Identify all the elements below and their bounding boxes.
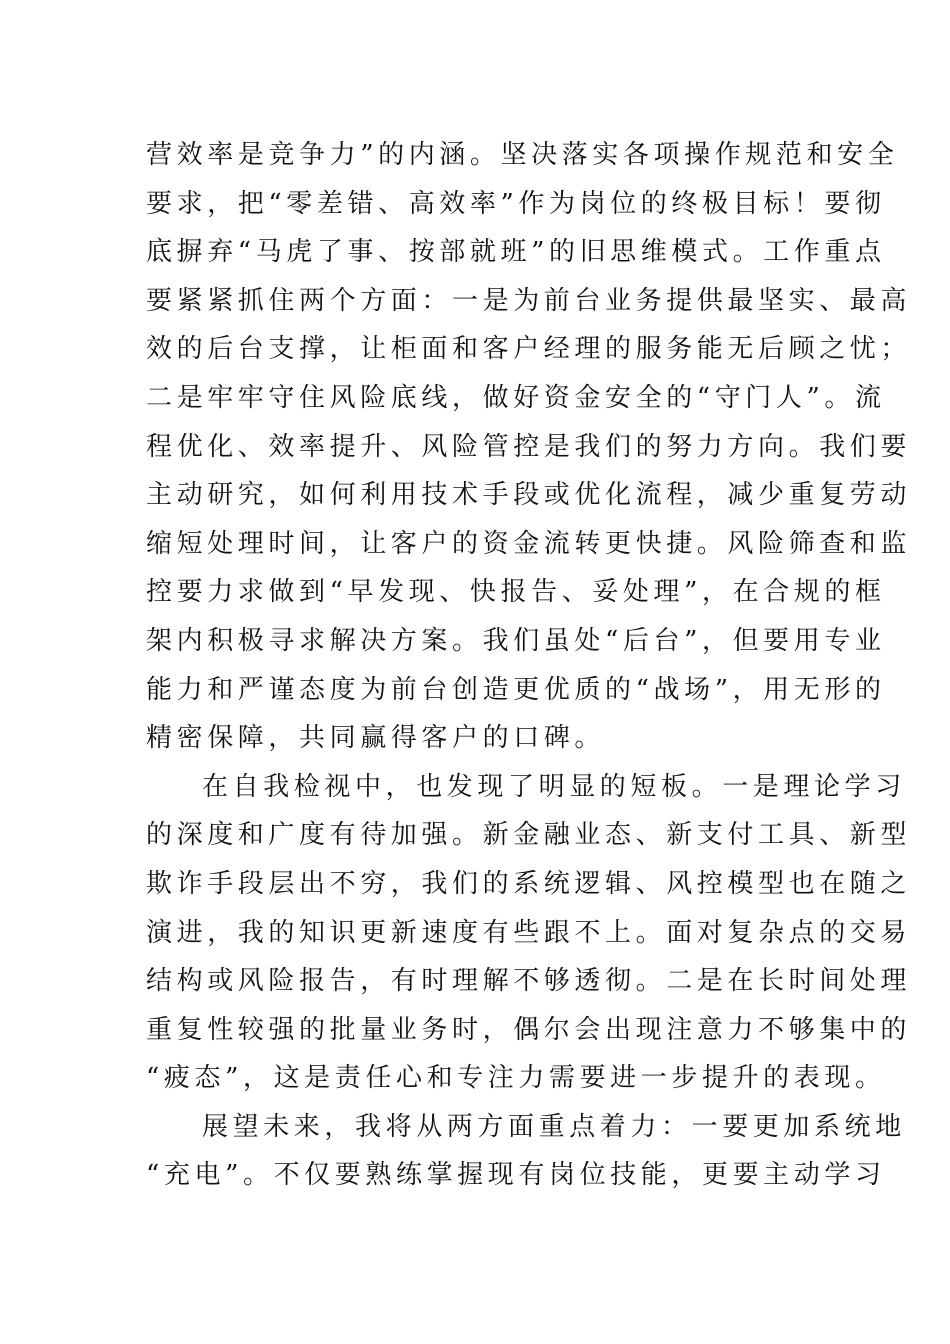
text-line: 控要力求做到“早发现、快报告、妥处理”，在合规的框 (146, 577, 886, 608)
text-line: 能力和严谨态度为前台创造更优质的“战场”，用无形的 (146, 674, 886, 705)
text-line: 程优化、效率提升、风险管控是我们的努力方向。我们要 (146, 431, 912, 462)
text-line: “疲态”，这是责任心和专注力需要进一步提升的表现。 (146, 1063, 886, 1094)
paragraph-2 (146, 763, 912, 1103)
text-line: 演进，我的知识更新速度有些跟不上。面对复杂点的交易 (146, 917, 912, 948)
text-line: 要紧紧抓住两个方面：一是为前台业务提供最坚实、最高 (146, 285, 912, 316)
paragraph-1 (146, 131, 912, 763)
text-line: 精密保障，共同赢得客户的口碑。 (146, 723, 606, 754)
document-body (146, 131, 912, 1200)
text-line: 欺诈手段层出不穷，我们的系统逻辑、风控模型也在随之 (146, 868, 912, 899)
text-line: 底摒弃“马虎了事、按部就班”的旧思维模式。工作重点 (146, 237, 886, 268)
text-line: 效的后台支撑，让柜面和客户经理的服务能无后顾之忧； (146, 334, 912, 365)
text-line: 架内积极寻求解决方案。我们虽处“后台”，但要用专业 (146, 625, 886, 656)
text-line: 二是牢牢守住风险底线，做好资金安全的“守门人”。流 (146, 382, 886, 413)
text-line: 重复性较强的批量业务时，偶尔会出现注意力不够集中的 (146, 1014, 912, 1045)
paragraph-3 (146, 1103, 906, 1200)
text-line: 要求，把“零差错、高效率”作为岗位的终极目标！要彻 (146, 188, 886, 219)
text-line: 缩短处理时间，让客户的资金流转更快捷。风险筛查和监 (146, 528, 912, 559)
text-line: 展望未来，我将从两方面重点着力：一要更加系统地 (202, 1111, 906, 1142)
text-line: “充电”。不仅要熟练掌握现有岗位技能，更要主动学习 (146, 1160, 886, 1191)
text-line: 主动研究，如何利用技术手段或优化流程，减少重复劳动 (146, 480, 912, 511)
text-line: 营效率是竞争力”的内涵。坚决落实各项操作规范和安全 (146, 140, 899, 170)
text-line: 在自我检视中，也发现了明显的短板。一是理论学习 (202, 771, 906, 802)
text-line: 的深度和广度有待加强。新金融业态、新支付工具、新型 (146, 820, 912, 851)
text-line: 结构或风险报告，有时理解不够透彻。二是在长时间处理 (146, 966, 912, 997)
